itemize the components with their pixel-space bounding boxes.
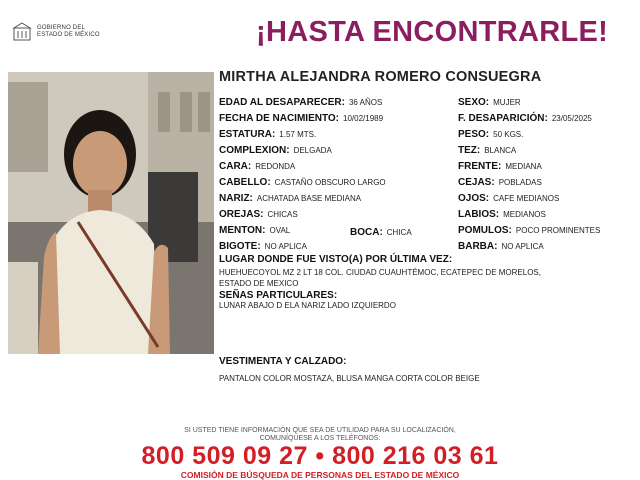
field-labios — [458, 206, 546, 222]
field-barba — [458, 238, 544, 254]
commission-name: COMISIÓN DE BÚSQUEDA DE PERSONAS DEL ESTADO DE MÉXICO — [180, 470, 460, 480]
field-cara — [219, 158, 295, 174]
field-barba-value: NO APLICA — [501, 242, 544, 251]
field-peso — [458, 126, 523, 142]
field-cara-value: REDONDA — [255, 162, 296, 171]
field-complexion-value: DELGADA — [293, 146, 332, 155]
marks-label: SEÑAS PARTICULARES: — [219, 290, 338, 301]
field-boca-value: CHICA — [386, 228, 412, 237]
field-tez-label: TEZ: — [458, 145, 481, 156]
headline: ¡HASTA ENCONTRARLE! — [256, 16, 609, 48]
field-pomulos — [458, 222, 600, 238]
field-bigote — [219, 238, 307, 254]
field-labios-value: MEDIANOS — [503, 210, 546, 219]
field-nariz-value: ACHATADA BASE MEDIANA — [256, 194, 362, 203]
missing-person-photo — [8, 72, 214, 354]
field-bigote-label: BIGOTE: — [219, 241, 261, 252]
person-photo-illustration — [8, 72, 214, 354]
government-name — [37, 25, 100, 39]
field-boca-label: BOCA: — [350, 227, 383, 238]
field-cabello-value: CASTAÑO OBSCURO LARGO — [274, 178, 386, 187]
field-complexion-label: COMPLEXION: — [219, 145, 290, 156]
footer-note-2: COMUNÍQUESE A LOS TELÉFONOS: — [259, 435, 381, 442]
field-nacimiento-value: 10/02/1989 — [343, 114, 384, 123]
field-cejas-label: CEJAS: — [458, 177, 495, 188]
field-tez-value: BLANCA — [484, 146, 517, 155]
footer-note-1: SI USTED TIENE INFORMACIÓN QUE SEA DE UTILIDAD PARA SU LOCALIZACIÓN, — [184, 427, 456, 434]
field-sexo — [458, 94, 521, 110]
field-orejas — [219, 206, 298, 222]
field-ojos-label: OJOS: — [458, 193, 490, 204]
clothing-text: PANTALON COLOR MOSTAZA, BLUSA MANGA CORTA COLOR BEIGE — [219, 374, 480, 383]
field-cabello — [219, 174, 386, 190]
state-seal-icon — [12, 22, 32, 42]
phone-numbers — [0, 442, 640, 471]
field-menton-label: MENTON: — [219, 225, 266, 236]
phone-number-1[interactable]: 800 509 09 27 — [141, 442, 308, 470]
field-frente-value: MEDIANA — [505, 162, 542, 171]
field-boca — [350, 224, 412, 240]
field-pomulos-label: POMULOS: — [458, 225, 512, 236]
field-bigote-value: NO APLICA — [264, 242, 307, 251]
gov-line-1: GOBIERNO DEL — [37, 25, 86, 31]
last-seen-line-1: HUEHUECOYOL MZ 2 LT 18 COL. CIUDAD CUAUHTÉMOC, ECATEPEC DE MORELOS, — [219, 268, 541, 277]
field-estatura-label: ESTATURA: — [219, 129, 276, 140]
field-nacimiento — [219, 110, 383, 126]
field-nariz — [219, 190, 361, 206]
field-edad — [219, 94, 382, 110]
field-orejas-value: CHICAS — [267, 210, 298, 219]
field-nariz-label: NARIZ: — [219, 193, 253, 204]
field-edad-label: EDAD AL DESAPARECER: — [219, 97, 345, 108]
field-labios-label: LABIOS: — [458, 209, 500, 220]
gov-line-2: ESTADO DE MÉXICO — [37, 32, 100, 38]
field-frente — [458, 158, 542, 174]
field-menton-value: OVAL — [269, 226, 291, 235]
field-complexion — [219, 142, 332, 158]
field-edad-value: 36 AÑOS — [348, 98, 383, 107]
field-frente-label: FRENTE: — [458, 161, 502, 172]
field-estatura-value: 1.57 MTS. — [279, 130, 317, 139]
field-ojos-value: CAFE MEDIANOS — [493, 194, 560, 203]
field-peso-value: 50 KGS. — [493, 130, 524, 139]
field-nacimiento-label: FECHA DE NACIMIENTO: — [219, 113, 339, 124]
field-menton — [219, 222, 290, 238]
marks-text: LUNAR ABAJO D ELA NARIZ LADO IZQUIERDO — [219, 301, 396, 310]
field-sexo-label: SEXO: — [458, 97, 490, 108]
field-cabello-label: CABELLO: — [219, 177, 271, 188]
field-ojos — [458, 190, 559, 206]
phone-separator: • — [315, 442, 325, 470]
field-desaparicion-label: F. DESAPARICIÓN: — [458, 113, 548, 124]
field-desaparicion-value: 23/05/2025 — [551, 114, 592, 123]
field-tez — [458, 142, 516, 158]
person-name: MIRTHA ALEJANDRA ROMERO CONSUEGRA — [219, 69, 542, 85]
field-cejas — [458, 174, 542, 190]
last-seen-line-2: ESTADO DE MEXICO — [219, 279, 299, 288]
clothing-label: VESTIMENTA Y CALZADO: — [219, 356, 347, 367]
field-estatura — [219, 126, 316, 142]
field-orejas-label: OREJAS: — [219, 209, 264, 220]
field-sexo-value: MUJER — [493, 98, 521, 107]
field-cara-label: CARA: — [219, 161, 252, 172]
field-pomulos-value: POCO PROMINENTES — [515, 226, 601, 235]
field-peso-label: PESO: — [458, 129, 490, 140]
phone-number-2[interactable]: 800 216 03 61 — [332, 442, 499, 470]
last-seen-label: LUGAR DONDE FUE VISTO(A) POR ÚLTIMA VEZ: — [219, 254, 453, 265]
field-barba-label: BARBA: — [458, 241, 498, 252]
government-logo — [12, 22, 100, 42]
field-desaparicion — [458, 110, 592, 126]
field-cejas-value: POBLADAS — [498, 178, 542, 187]
